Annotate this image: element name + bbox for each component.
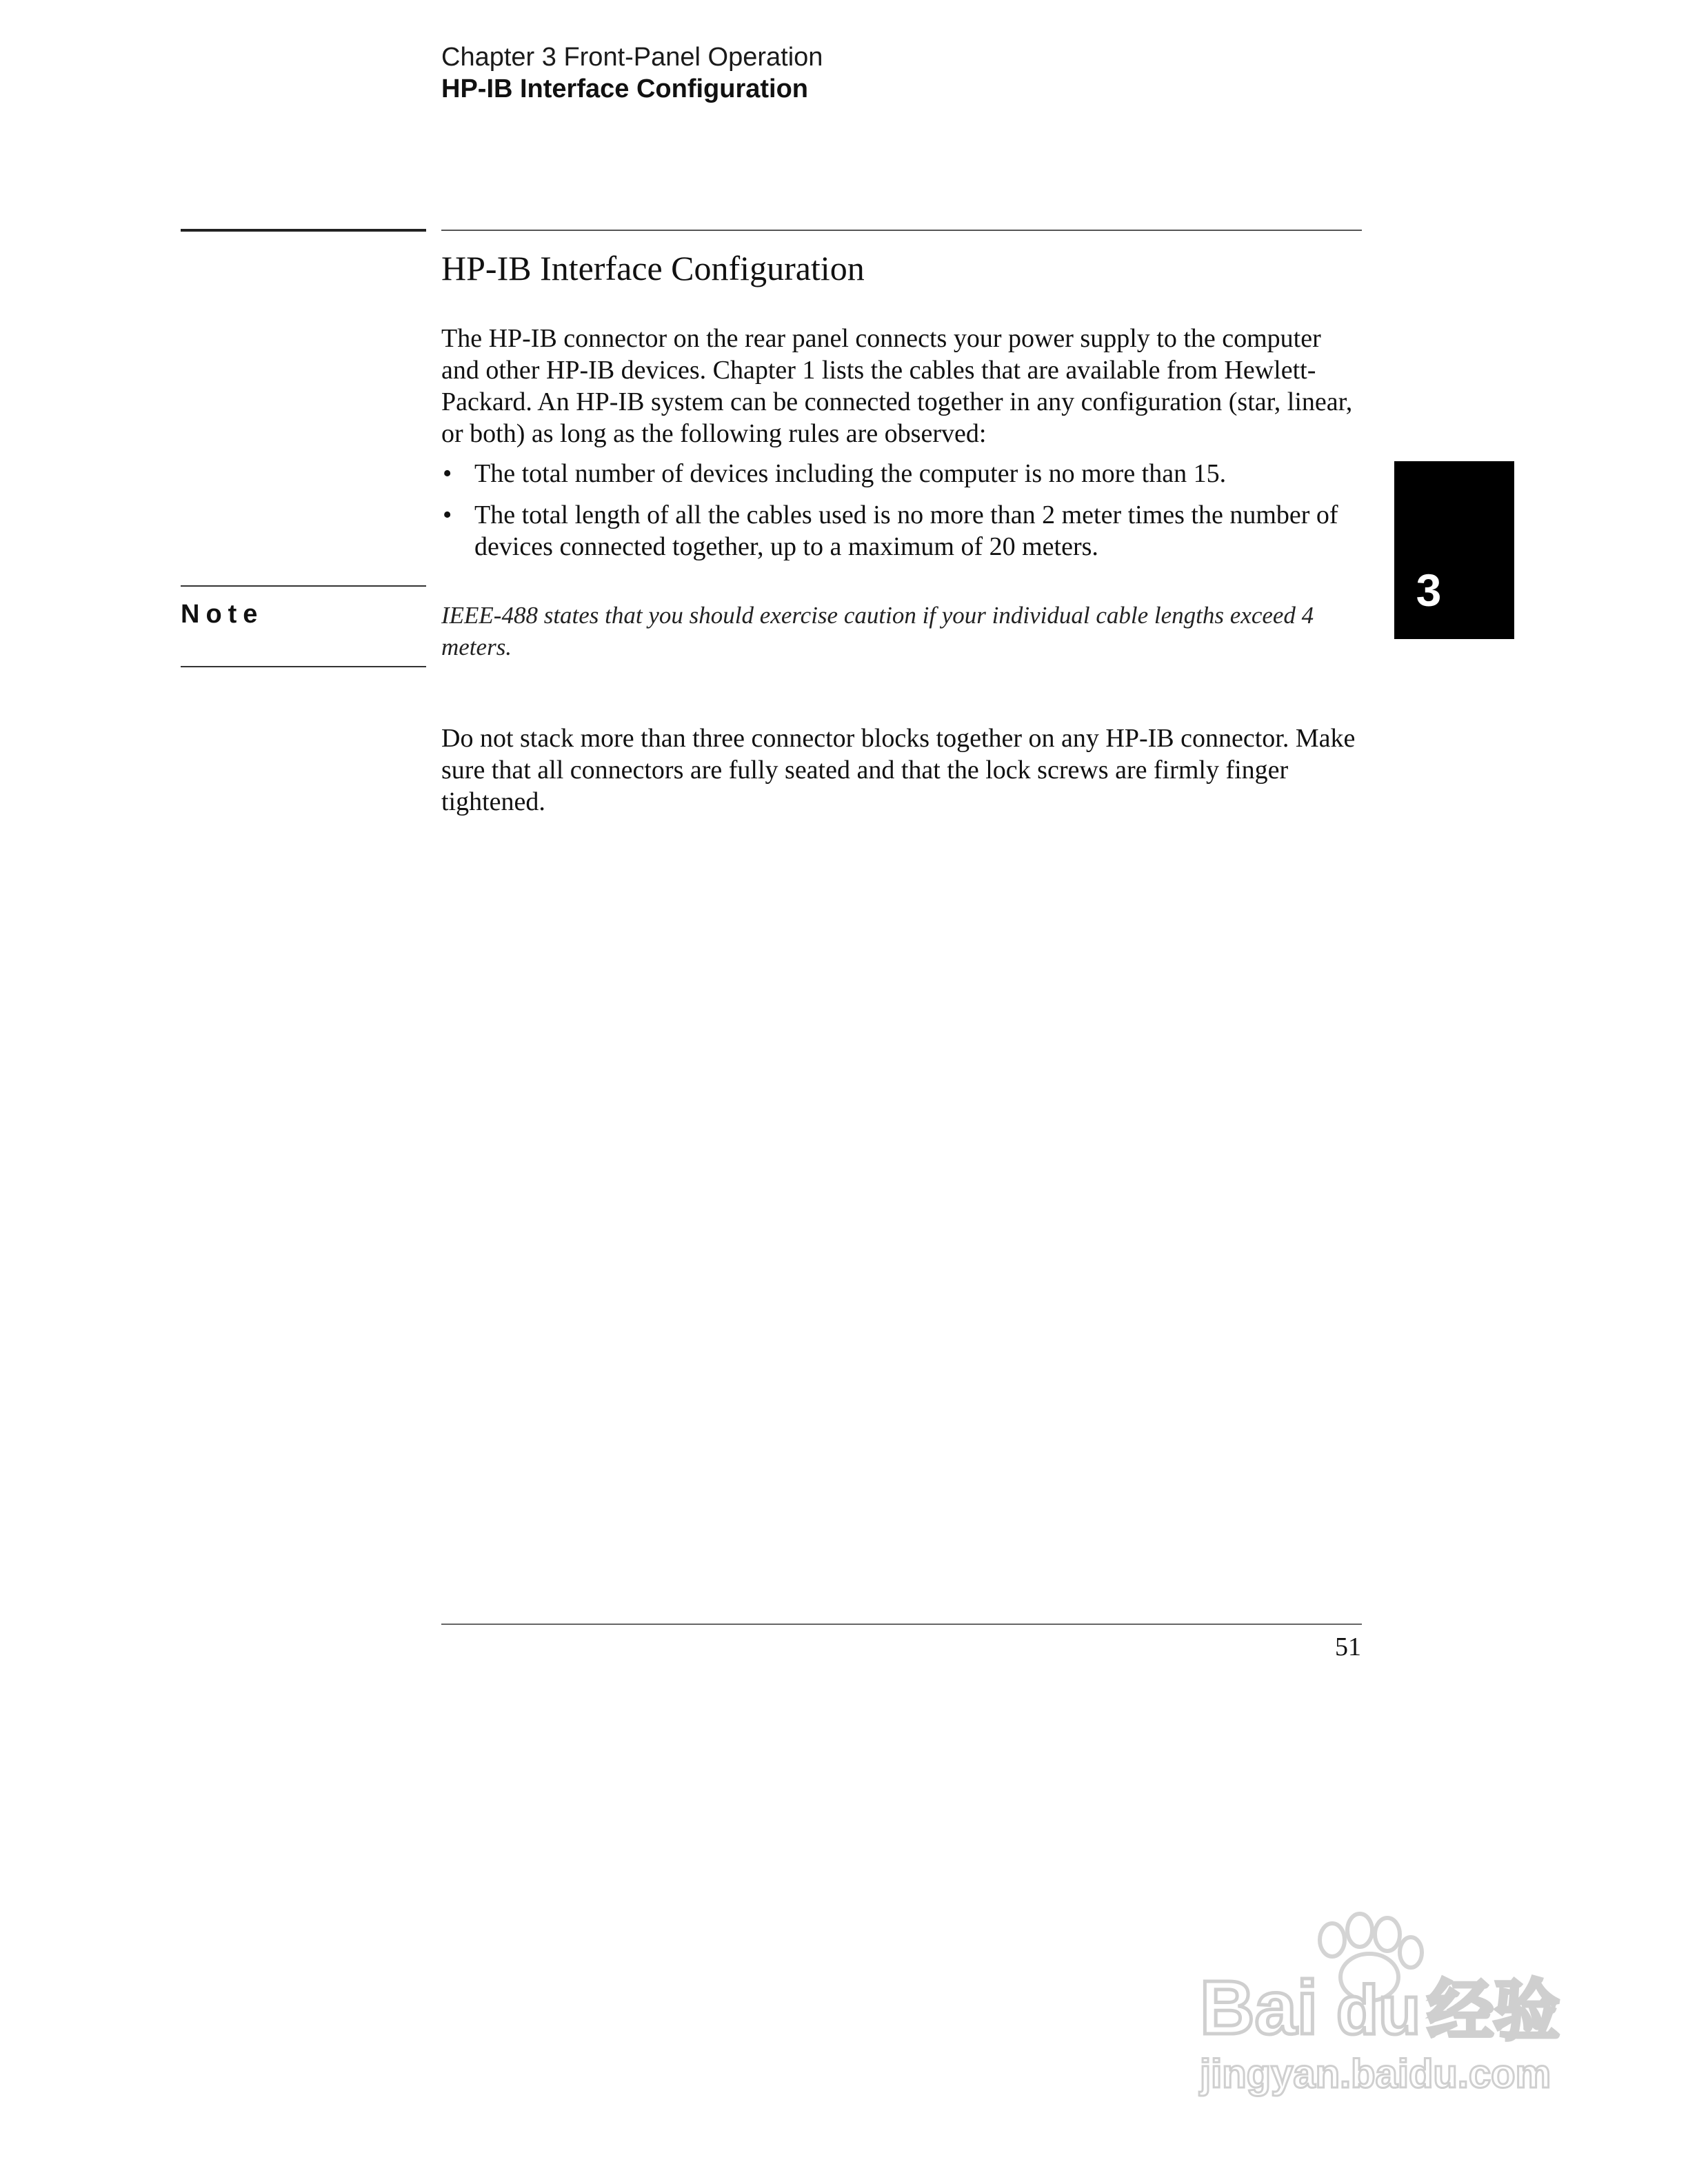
list-item (441, 499, 1365, 563)
svg-text:jingyan.baidu.com: jingyan.baidu.com (1200, 2052, 1551, 2096)
note-label: Note (181, 600, 264, 629)
left-margin-rule (181, 229, 426, 232)
chapter-tab (1394, 461, 1514, 639)
list-item-text: The total length of all the cables used is no more than 2 meter times the number of devices connected together, up to a maximum of 20 meters. (474, 501, 1338, 561)
svg-text:du: du (1336, 1972, 1421, 2049)
section-title: HP-IB Interface Configuration (441, 249, 865, 287)
baidu-jingyan-watermark (1172, 1910, 1586, 2103)
list-item-text: The total number of devices including the computer is no more than 15. (474, 459, 1227, 488)
svg-text:经验: 经验 (1427, 1974, 1560, 2048)
bullet-icon: • (443, 459, 452, 488)
footer-rule (441, 1624, 1362, 1625)
running-header-chapter: Chapter 3 Front-Panel Operation (441, 43, 823, 72)
note-top-rule (181, 585, 426, 587)
intro-paragraph: The HP-IB connector on the rear panel connects your power supply to the computer and other HP-IB devices. Chapter 1 lists the cables that are available from Hewlett-Packard. An HP-IB system can be connected together in any configuration (star, linear, or both) as long as the following rules are observed: (441, 324, 1353, 448)
chapter-tab-number: 3 (1416, 565, 1442, 616)
note-text: IEEE-488 states that you should exercise caution if your individual cable lengths exceed 4 meters. (441, 602, 1314, 660)
page-number: 51 (1335, 1632, 1361, 1661)
list-item (441, 458, 1365, 489)
running-header-section: HP-IB Interface Configuration (441, 74, 809, 103)
rules-list (441, 458, 1365, 572)
running-header (441, 41, 1365, 105)
note-bottom-rule (181, 666, 426, 667)
section-rule (441, 230, 1362, 231)
closing-paragraph: Do not stack more than three connector blocks together on any HP-IB connector. Make sure that all connectors are fully seated and that the lock screws are firmly finger tightened. (441, 724, 1356, 816)
svg-text:Bai: Bai (1200, 1965, 1318, 2050)
bullet-icon: • (443, 501, 452, 529)
